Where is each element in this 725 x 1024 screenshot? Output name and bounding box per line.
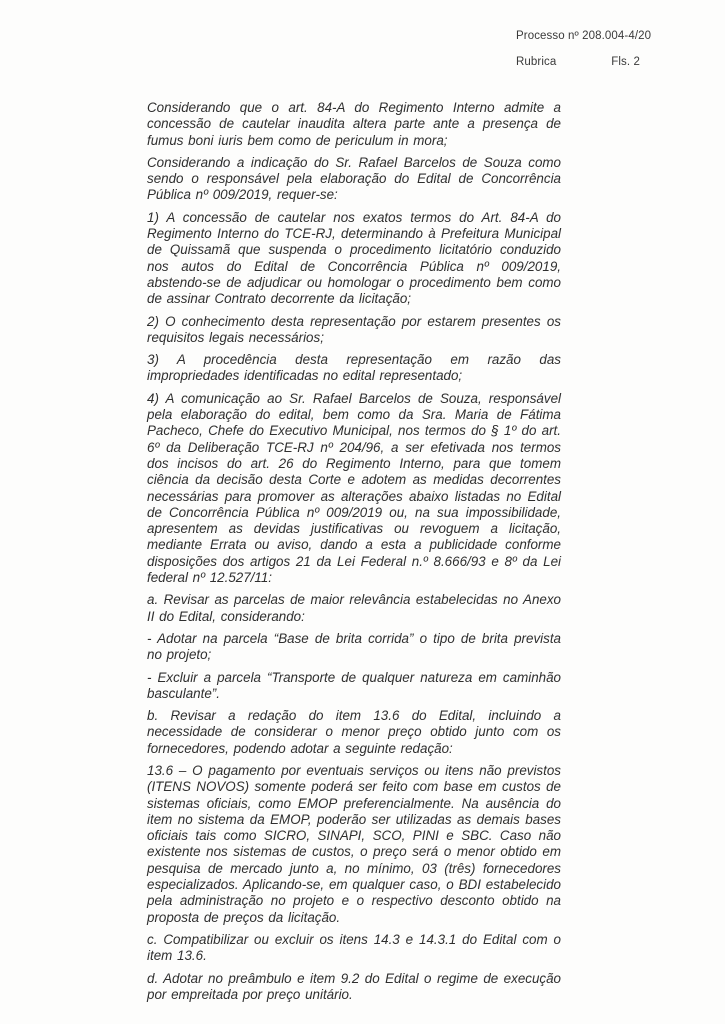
paragraph-considerando-2: Considerando a indicação do Sr. Rafael Barcelos de Souza como sendo o responsável pela elaboração do Edital de Concorrência Pública nº 009/2019, requer-se: [147,154,561,203]
paragraph-bullet-adotar: - Adotar na parcela “Base de brita corrida” o tipo de brita prevista no projeto; [147,630,561,663]
page-header [516,30,676,68]
paragraph-item-4: 4) A comunicação ao Sr. Rafael Barcelos de Souza, responsável pela elaboração do edital, bem como da Sra. Maria de Fátima Pacheco, Chefe do Executivo Municipal, nos termos do § 1º do art. 6º da Deliberação TCE-RJ nº 204/96, a ser efetivada nos termos dos incisos do art. 26 do Regimento Interno, para que tomem ciência da decisão desta Corte e adotem as medidas decorrentes necessárias para promover as alterações abaixo listadas no Edital de Concorrência Pública nº 009/2019 ou, na sua impossibilidade, apresentem as devidas justificativas ou revoguem a licitação, mediante Errata ou aviso, dando a esta a publicidade conforme disposições dos artigos 21 da Lei Federal n.º 8.666/93 e 8º da Lei federal nº 12.527/11: [147,390,561,586]
paragraph-item-1: 1) A concessão de cautelar nos exatos termos do Art. 84-A do Regimento Interno do TCE-RJ, determinando à Prefeitura Municipal de Quissamã que suspenda o procedimento licitatório conduzido nos autos do Edital de Concorrência Pública nº 009/2019, abstendo-se de adjudicar ou homologar o procedimento bem como de assinar Contrato decorrente da licitação; [147,209,561,307]
paragraph-letter-b: b. Revisar a redação do item 13.6 do Edital, incluindo a necessidade de considerar o menor preço obtido junto com os fornecedores, podendo adotar a seguinte redação: [147,708,561,756]
paragraph-bullet-excluir: - Excluir a parcela “Transporte de qualquer natureza em caminhão basculante”. [147,669,561,701]
paragraph-item-2: 2) O conhecimento desta representação por estarem presentes os requisitos legais necessários; [147,313,561,345]
paragraph-letter-d: d. Adotar no preâmbulo e item 9.2 do Edital o regime de execução por empreitada por preço unitário. [147,970,561,1002]
paragraph-considerando-1: Considerando que o art. 84-A do Regimento Interno admite a concessão de cautelar inaudita altera parte ante a presença de fumus boni iuris bem como de periculum in mora; [147,100,561,148]
processo-number: Processo nº 208.004-4/20 [516,30,652,42]
fls-label: Fls. 2 [611,56,640,68]
document-body [147,100,561,1003]
rubrica-label: Rubrica [516,56,557,68]
paragraph-item-3: 3) A procedência desta representação em razão das impropriedades identificadas no edital representado; [147,352,561,384]
header-stamp-row [516,56,640,68]
paragraph-clause-13-6: 13.6 – O pagamento por eventuais serviços ou itens não previstos (ITENS NOVOS) somente poderá ser feito com base em custos de sistemas oficiais, como EMOP preferencialmente. Na ausência do item no sistema da EMOP, poderão ser utilizadas as demais bases oficiais tais como SICRO, SINAPI, SCO, PINI e SBC. Caso não existente nos sistemas de custos, o preço será o menor obtido em pesquisa de mercado junto a, no mínimo, 03 (três) fornecedores especializados. Aplicando-se, em qualquer caso, o BDI estabelecido pela administração no projeto e o respectivo desconto obtido na proposta de preços da licitação. [147,762,561,925]
paragraph-letter-c: c. Compatibilizar ou excluir os itens 14.3 e 14.3.1 do Edital com o item 13.6. [147,931,561,964]
paragraph-letter-a: a. Revisar as parcelas de maior relevância estabelecidas no Anexo II do Edital, considerando: [147,592,561,624]
